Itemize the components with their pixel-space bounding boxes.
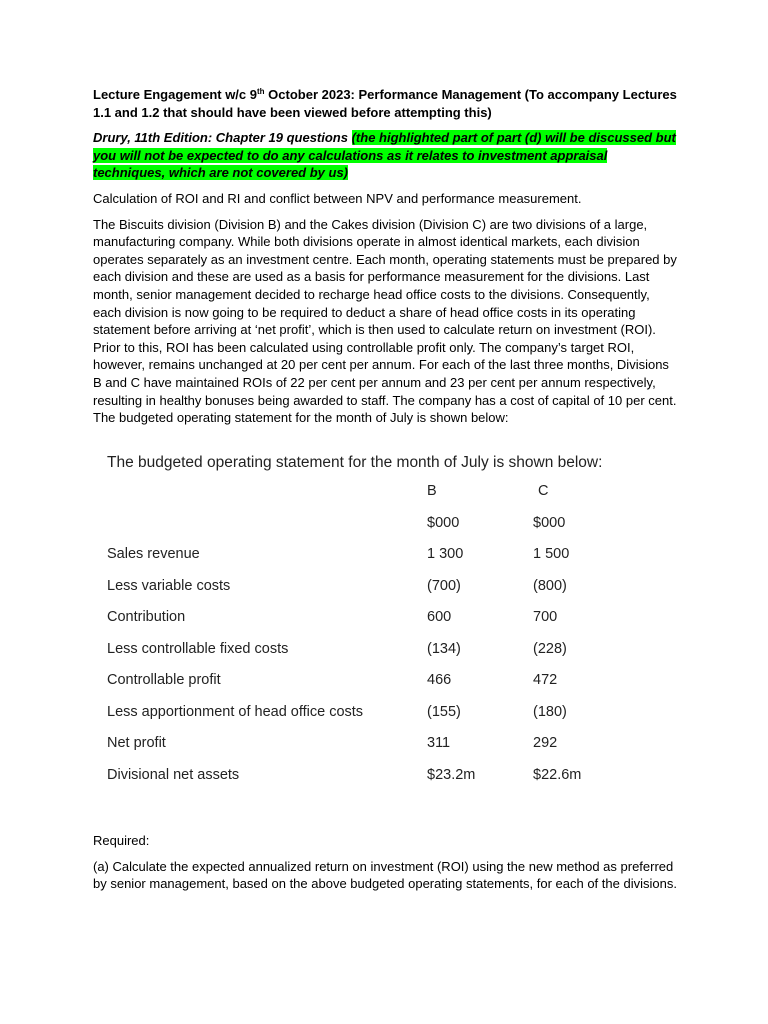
operating-statement-image [107, 450, 607, 791]
statement-value-c: 1 500 [533, 546, 570, 562]
statement-row [107, 571, 607, 603]
statement-value-c: 472 [533, 672, 558, 688]
unit-b: $000 [427, 514, 460, 531]
statement-title: The budgeted operating statement for the month of July is shown below: [107, 454, 603, 471]
statement-value-b: 600 [427, 609, 452, 625]
statement-row [107, 665, 607, 697]
statement-value-c: (800) [533, 577, 567, 594]
statement-row-label: Divisional net assets [107, 766, 240, 783]
statement-row-label: Net profit [107, 735, 166, 751]
statement-value-c: 700 [533, 609, 558, 625]
scenario-paragraph: The Biscuits division (Division B) and the Cakes division (Division C) are two divisions of a large, manufacturing company. While both divisions operate in almost identical markets, each division operates separately as an investment centre. Each month, operating statements must be prepared by each division and these are used as a basis for performance measurement for the divisions. Last month, senior management decided to recharge head office costs to the divisions. Consequently, each division is now going to be required to deduct a share of head office costs in its operating statement before arriving at ‘net profit’, which is then used to calculate return on investment (ROI). Prior to this, ROI has been calculated using controllable profit only. The company’s target ROI, however, remains unchanged at 20 per cent per annum. For each of the last three months, Divisions B and C have maintained ROIs of 22 per cent per annum and 23 per cent per annum respectively, resulting in healthy bonuses being awarded to staff. The company has a cost of capital of 10 per cent. The budgeted operating statement for the month of July is shown below: [93, 216, 677, 426]
statement-row [107, 760, 607, 792]
statement-value-b: 1 300 [427, 546, 464, 562]
heading-superscript: th [257, 87, 265, 96]
heading-text-start: Lecture Engagement w/c 9 [93, 87, 257, 102]
subheading-source: Drury, 11th Edition: Chapter 19 questions [93, 130, 352, 146]
statement-value-b: $23.2m [427, 766, 476, 783]
document-heading [93, 86, 681, 121]
question-part-a: (a) Calculate the expected annualized return on investment (ROI) using the new method as preferred by senior management, based on the above budgeted operating statements, for each of the divisions. [93, 858, 677, 892]
statement-value-b: 311 [427, 735, 451, 751]
statement-value-c: $22.6m [533, 766, 582, 783]
column-header-c: C [538, 483, 549, 499]
statement-row [107, 602, 607, 634]
statement-value-b: (134) [427, 640, 461, 657]
statement-column-headers [107, 476, 607, 508]
statement-row-label: Less controllable fixed costs [107, 640, 289, 657]
intro-paragraph: Calculation of ROI and RI and conflict between NPV and performance measurement. [93, 190, 582, 206]
statement-row-label: Less variable costs [107, 577, 231, 594]
statement-row [107, 728, 607, 760]
statement-value-b: (700) [427, 577, 461, 594]
statement-row [107, 697, 607, 729]
statement-units-row [107, 508, 607, 540]
statement-value-b: (155) [427, 703, 461, 720]
statement-value-c: (228) [533, 640, 567, 657]
statement-row-label: Sales revenue [107, 546, 200, 562]
questions-section [93, 832, 681, 901]
statement-row-label: Less apportionment of head office costs [107, 703, 364, 720]
statement-value-c: 292 [533, 735, 558, 751]
subheading-highlighted-note: (the highlighted part of part (d) will be discussed but you will not be expected to do any calculations as it relates to investment appraisal techniques, which are not covered by us) [93, 130, 676, 181]
document-subheading [93, 129, 681, 182]
statement-row-label: Controllable profit [107, 672, 221, 688]
document-body [93, 86, 681, 435]
unit-c: $000 [533, 514, 566, 531]
statement-rows [107, 539, 607, 791]
statement-value-c: (180) [533, 703, 567, 720]
statement-row [107, 539, 607, 571]
required-label: Required: [93, 833, 150, 848]
statement-value-b: 466 [427, 672, 452, 688]
heading-text-end: October 2023: Performance Management (To accompany Lectures 1.1 and 1.2 that should have been viewed before attempting this) [93, 87, 677, 120]
column-header-b: B [427, 483, 437, 499]
statement-row-label: Contribution [107, 609, 186, 625]
statement-row [107, 634, 607, 666]
